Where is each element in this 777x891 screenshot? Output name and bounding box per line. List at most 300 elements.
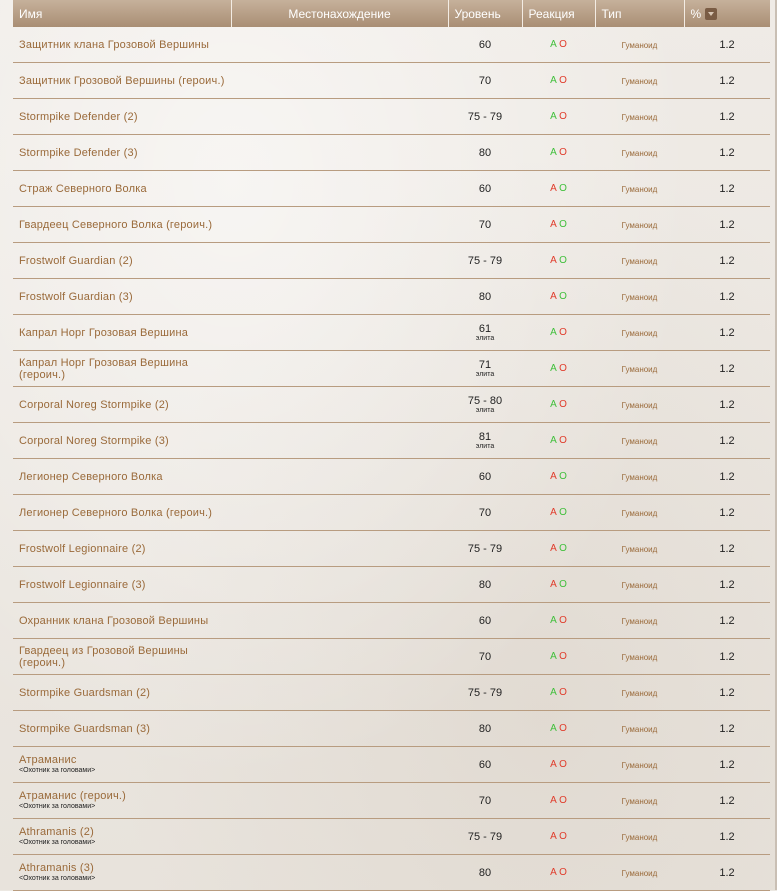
npc-type-link[interactable]: Гуманоид <box>621 724 658 734</box>
level-cell <box>448 171 522 207</box>
horde-reaction: O <box>559 687 567 698</box>
level-value: 70 <box>478 650 492 663</box>
location-cell <box>231 567 448 603</box>
npc-name-link[interactable]: Охранник клана Грозовой Вершины <box>19 614 209 627</box>
table-row[interactable] <box>13 531 770 567</box>
reaction-cell <box>522 783 595 819</box>
level-cell <box>448 747 522 783</box>
npc-type-link[interactable]: Гуманоид <box>621 472 658 482</box>
reaction-cell <box>522 495 595 531</box>
npc-type-link[interactable]: Гуманоид <box>621 688 658 698</box>
npc-subtitle: <Охотник за головами> <box>19 767 96 774</box>
reaction-cell <box>522 207 595 243</box>
location-cell <box>231 675 448 711</box>
level-cell <box>448 99 522 135</box>
name-cell <box>13 495 231 531</box>
name-cell <box>13 747 231 783</box>
table-row[interactable] <box>13 711 770 747</box>
table-row[interactable] <box>13 819 770 855</box>
type-cell <box>595 243 684 279</box>
percent-cell: 1.2 <box>684 387 770 423</box>
reaction-cell <box>522 567 595 603</box>
level-cell <box>448 819 522 855</box>
alliance-reaction: A <box>550 651 557 662</box>
location-cell <box>231 819 448 855</box>
horde-reaction: O <box>559 723 567 734</box>
location-cell <box>231 531 448 567</box>
alliance-reaction: A <box>550 831 557 842</box>
alliance-reaction: A <box>550 507 557 518</box>
alliance-reaction: A <box>550 543 557 554</box>
npc-type-link[interactable]: Гуманоид <box>621 580 658 590</box>
name-cell <box>13 279 231 315</box>
level-value: 60 <box>478 758 492 771</box>
npc-type-link[interactable]: Гуманоид <box>621 220 658 230</box>
npc-type-link[interactable]: Гуманоид <box>621 508 658 518</box>
location-cell <box>231 783 448 819</box>
level-value: 80 <box>478 722 492 735</box>
table-row[interactable] <box>13 315 770 351</box>
location-cell <box>231 459 448 495</box>
horde-reaction: O <box>559 219 567 230</box>
level-value: 75 - 79 <box>467 830 503 843</box>
percent-cell: 1.2 <box>684 99 770 135</box>
reaction-cell <box>522 135 595 171</box>
percent-cell: 1.2 <box>684 675 770 711</box>
level-cell <box>448 783 522 819</box>
npc-name-link[interactable]: Гвардеец Северного Волка (героич.) <box>19 218 213 231</box>
percent-cell: 1.2 <box>684 459 770 495</box>
percent-cell: 1.2 <box>684 531 770 567</box>
npc-subtitle: <Охотник за головами> <box>19 803 96 810</box>
level-value: 81 <box>478 430 492 443</box>
percent-cell: 1.2 <box>684 783 770 819</box>
level-cell <box>448 315 522 351</box>
level-value: 80 <box>478 866 492 879</box>
name-cell <box>13 603 231 639</box>
location-cell <box>231 747 448 783</box>
name-cell <box>13 819 231 855</box>
npc-type-link[interactable]: Гуманоид <box>621 40 658 50</box>
table-row[interactable] <box>13 135 770 171</box>
column-header-type[interactable]: Тип <box>595 0 684 27</box>
table-row[interactable] <box>13 495 770 531</box>
reaction-cell <box>522 279 595 315</box>
horde-reaction: O <box>559 291 567 302</box>
reaction-cell <box>522 603 595 639</box>
table-row[interactable] <box>13 459 770 495</box>
horde-reaction: O <box>559 255 567 266</box>
type-cell <box>595 459 684 495</box>
level-value: 60 <box>478 38 492 51</box>
type-cell <box>595 351 684 387</box>
level-value: 75 - 79 <box>467 254 503 267</box>
table-row[interactable] <box>13 99 770 135</box>
npc-type-link[interactable]: Гуманоид <box>621 256 658 266</box>
level-cell <box>448 135 522 171</box>
reaction-cell <box>522 27 595 63</box>
type-cell <box>595 27 684 63</box>
horde-reaction: O <box>559 111 567 122</box>
reaction-cell <box>522 171 595 207</box>
reaction-cell <box>522 423 595 459</box>
location-cell <box>231 99 448 135</box>
elite-label: элита <box>475 334 495 342</box>
type-cell <box>595 279 684 315</box>
type-cell <box>595 567 684 603</box>
table-row[interactable] <box>13 855 770 891</box>
name-cell <box>13 135 231 171</box>
type-cell <box>595 639 684 675</box>
reaction-cell <box>522 315 595 351</box>
percent-cell: 1.2 <box>684 243 770 279</box>
level-value: 71 <box>478 358 492 371</box>
location-cell <box>231 135 448 171</box>
elite-label: элита <box>475 442 495 450</box>
alliance-reaction: A <box>550 39 557 50</box>
npc-name-link[interactable]: Атраманис (героич.) <box>19 790 127 802</box>
column-header-reaction[interactable]: Реакция <box>522 0 595 27</box>
location-cell <box>231 243 448 279</box>
npc-type-link[interactable]: Гуманоид <box>621 148 658 158</box>
npc-name-link[interactable]: Frostwolf Guardian (2) <box>19 254 133 267</box>
type-cell <box>595 315 684 351</box>
level-value: 60 <box>478 614 492 627</box>
npc-type-link[interactable]: Гуманоид <box>621 616 658 626</box>
horde-reaction: O <box>559 507 567 518</box>
percent-cell: 1.2 <box>684 423 770 459</box>
name-cell <box>13 567 231 603</box>
location-cell <box>231 207 448 243</box>
npc-name-link[interactable]: Гвардеец из Грозовой Вершины (героич.) <box>19 644 188 669</box>
horde-reaction: O <box>559 39 567 50</box>
npc-name-link[interactable]: Stormpike Guardsman (3) <box>19 722 151 735</box>
level-cell <box>448 63 522 99</box>
alliance-reaction: A <box>550 471 557 482</box>
table-row[interactable] <box>13 243 770 279</box>
name-cell <box>13 423 231 459</box>
alliance-reaction: A <box>550 759 557 770</box>
horde-reaction: O <box>559 543 567 554</box>
level-value: 70 <box>478 218 492 231</box>
npc-name-link[interactable]: Легионер Северного Волка (героич.) <box>19 506 213 519</box>
type-cell <box>595 171 684 207</box>
npc-subtitle: <Охотник за головами> <box>19 875 96 882</box>
horde-reaction: O <box>559 435 567 446</box>
alliance-reaction: A <box>550 579 557 590</box>
horde-reaction: O <box>559 759 567 770</box>
alliance-reaction: A <box>550 291 557 302</box>
name-cell <box>13 855 231 891</box>
level-value: 80 <box>478 290 492 303</box>
alliance-reaction: A <box>550 147 557 158</box>
level-cell <box>448 603 522 639</box>
npc-subtitle: <Охотник за головами> <box>19 839 96 846</box>
percent-cell: 1.2 <box>684 819 770 855</box>
type-cell <box>595 675 684 711</box>
name-cell <box>13 27 231 63</box>
level-cell <box>448 639 522 675</box>
alliance-reaction: A <box>550 219 557 230</box>
reaction-cell <box>522 855 595 891</box>
percent-cell: 1.2 <box>684 855 770 891</box>
level-value: 61 <box>478 322 492 335</box>
location-cell <box>231 495 448 531</box>
level-cell <box>448 27 522 63</box>
type-cell <box>595 207 684 243</box>
type-cell <box>595 711 684 747</box>
location-cell <box>231 711 448 747</box>
name-cell <box>13 639 231 675</box>
level-cell <box>448 207 522 243</box>
percent-cell: 1.2 <box>684 603 770 639</box>
reaction-cell <box>522 819 595 855</box>
npc-name-link[interactable]: Corporal Noreg Stormpike (2) <box>19 398 169 411</box>
name-cell <box>13 711 231 747</box>
alliance-reaction: A <box>550 687 557 698</box>
level-value: 70 <box>478 794 492 807</box>
table-row[interactable] <box>13 639 770 675</box>
reaction-cell <box>522 639 595 675</box>
npc-type-link[interactable]: Гуманоид <box>621 364 658 374</box>
table-row[interactable] <box>13 171 770 207</box>
npc-name-link[interactable]: Капрал Норг Грозовая Вершина (героич.) <box>19 356 189 381</box>
alliance-reaction: A <box>550 111 557 122</box>
type-cell <box>595 99 684 135</box>
table-row[interactable] <box>13 387 770 423</box>
npc-type-link[interactable]: Гуманоид <box>621 652 658 662</box>
level-cell <box>448 459 522 495</box>
horde-reaction: O <box>559 615 567 626</box>
level-value: 75 - 80 <box>467 394 503 407</box>
npc-type-link[interactable]: Гуманоид <box>621 544 658 554</box>
type-cell <box>595 387 684 423</box>
alliance-reaction: A <box>550 75 557 86</box>
reaction-cell <box>522 675 595 711</box>
location-cell <box>231 603 448 639</box>
alliance-reaction: A <box>550 615 557 626</box>
npc-type-link[interactable]: Гуманоид <box>621 184 658 194</box>
location-cell <box>231 279 448 315</box>
horde-reaction: O <box>559 579 567 590</box>
table-row[interactable] <box>13 747 770 783</box>
npc-type-link[interactable]: Гуманоид <box>621 832 658 842</box>
name-cell <box>13 387 231 423</box>
percent-cell: 1.2 <box>684 279 770 315</box>
alliance-reaction: A <box>550 363 557 374</box>
alliance-reaction: A <box>550 723 557 734</box>
level-cell <box>448 711 522 747</box>
name-cell <box>13 531 231 567</box>
type-cell <box>595 747 684 783</box>
npc-type-link[interactable]: Гуманоид <box>621 292 658 302</box>
npc-type-link[interactable]: Гуманоид <box>621 400 658 410</box>
npc-name-link[interactable]: Страж Северного Волка <box>19 182 147 195</box>
elite-label: элита <box>475 406 495 414</box>
alliance-reaction: A <box>550 795 557 806</box>
reaction-cell <box>522 531 595 567</box>
name-cell <box>13 171 231 207</box>
column-header-location[interactable]: Местонахождение <box>231 0 448 27</box>
npc-name-link[interactable]: Защитник клана Грозовой Вершины <box>19 38 210 51</box>
level-value: 80 <box>478 578 492 591</box>
npc-name-link[interactable]: Капрал Норг Грозовая Вершина <box>19 326 189 339</box>
sort-descending-icon[interactable] <box>705 8 717 20</box>
npc-type-link[interactable]: Гуманоид <box>621 760 658 770</box>
horde-reaction: O <box>559 651 567 662</box>
percent-cell: 1.2 <box>684 351 770 387</box>
table-row[interactable] <box>13 279 770 315</box>
npc-name-link[interactable]: Stormpike Guardsman (2) <box>19 686 151 699</box>
location-cell <box>231 63 448 99</box>
location-cell <box>231 27 448 63</box>
percent-cell: 1.2 <box>684 747 770 783</box>
alliance-reaction: A <box>550 183 557 194</box>
table-row[interactable] <box>13 27 770 63</box>
horde-reaction: O <box>559 471 567 482</box>
type-cell <box>595 135 684 171</box>
type-cell <box>595 531 684 567</box>
level-value: 75 - 79 <box>467 110 503 123</box>
alliance-reaction: A <box>550 255 557 266</box>
percent-cell: 1.2 <box>684 171 770 207</box>
reaction-cell <box>522 351 595 387</box>
level-cell <box>448 351 522 387</box>
percent-cell: 1.2 <box>684 567 770 603</box>
horde-reaction: O <box>559 147 567 158</box>
location-cell <box>231 855 448 891</box>
reaction-cell <box>522 459 595 495</box>
percent-cell: 1.2 <box>684 27 770 63</box>
type-cell <box>595 819 684 855</box>
table-row[interactable] <box>13 207 770 243</box>
percent-cell: 1.2 <box>684 495 770 531</box>
alliance-reaction: A <box>550 867 557 878</box>
horde-reaction: O <box>559 75 567 86</box>
npc-name-link[interactable]: Stormpike Defender (3) <box>19 146 138 159</box>
npc-type-link[interactable]: Гуманоид <box>621 112 658 122</box>
reaction-cell <box>522 99 595 135</box>
name-cell <box>13 351 231 387</box>
level-cell <box>448 387 522 423</box>
percent-cell: 1.2 <box>684 63 770 99</box>
location-cell <box>231 423 448 459</box>
npc-name-link[interactable]: Frostwolf Guardian (3) <box>19 290 133 303</box>
type-cell <box>595 423 684 459</box>
location-cell <box>231 315 448 351</box>
level-value: 60 <box>478 470 492 483</box>
level-cell <box>448 495 522 531</box>
horde-reaction: O <box>559 183 567 194</box>
npc-name-link[interactable]: Frostwolf Legionnaire (3) <box>19 578 146 591</box>
level-value: 75 - 79 <box>467 542 503 555</box>
npc-name-link[interactable]: Athramanis (2) <box>19 826 94 838</box>
table-row[interactable] <box>13 567 770 603</box>
table-row[interactable] <box>13 603 770 639</box>
name-cell <box>13 459 231 495</box>
name-cell <box>13 315 231 351</box>
name-cell <box>13 99 231 135</box>
level-cell <box>448 531 522 567</box>
alliance-reaction: A <box>550 399 557 410</box>
type-cell <box>595 603 684 639</box>
npc-name-link[interactable]: Защитник Грозовой Вершины (героич.) <box>19 74 225 87</box>
percent-cell: 1.2 <box>684 315 770 351</box>
column-header-level[interactable]: Уровень <box>448 0 522 27</box>
type-cell <box>595 855 684 891</box>
horde-reaction: O <box>559 399 567 410</box>
name-cell <box>13 675 231 711</box>
npc-name-link[interactable]: Легионер Северного Волка <box>19 470 163 483</box>
reaction-cell <box>522 747 595 783</box>
location-cell <box>231 351 448 387</box>
level-cell <box>448 243 522 279</box>
column-header-percent[interactable]: % <box>684 0 770 27</box>
table-row[interactable] <box>13 423 770 459</box>
type-cell <box>595 783 684 819</box>
percent-cell: 1.2 <box>684 207 770 243</box>
npc-type-link[interactable]: Гуманоид <box>621 328 658 338</box>
level-value: 75 - 79 <box>467 686 503 699</box>
npc-name-link[interactable]: Атраманис <box>19 754 77 766</box>
location-cell <box>231 171 448 207</box>
name-cell <box>13 783 231 819</box>
level-cell <box>448 279 522 315</box>
npc-type-link[interactable]: Гуманоид <box>621 796 658 806</box>
name-cell <box>13 63 231 99</box>
percent-cell: 1.2 <box>684 639 770 675</box>
npc-name-link[interactable]: Stormpike Defender (2) <box>19 110 138 123</box>
elite-label: элита <box>475 370 495 378</box>
table-row[interactable] <box>13 63 770 99</box>
location-cell <box>231 387 448 423</box>
horde-reaction: O <box>559 867 567 878</box>
reaction-cell <box>522 711 595 747</box>
level-cell <box>448 855 522 891</box>
name-cell <box>13 207 231 243</box>
alliance-reaction: A <box>550 435 557 446</box>
reaction-cell <box>522 63 595 99</box>
column-header-name[interactable]: Имя <box>13 0 231 27</box>
alliance-reaction: A <box>550 327 557 338</box>
npc-type-link[interactable]: Гуманоид <box>621 76 658 86</box>
npc-type-link[interactable]: Гуманоид <box>621 868 658 878</box>
horde-reaction: O <box>559 795 567 806</box>
location-cell <box>231 639 448 675</box>
npc-name-link[interactable]: Athramanis (3) <box>19 862 94 874</box>
level-value: 70 <box>478 506 492 519</box>
horde-reaction: O <box>559 327 567 338</box>
level-cell <box>448 423 522 459</box>
level-cell <box>448 567 522 603</box>
percent-cell: 1.2 <box>684 711 770 747</box>
npc-table <box>13 0 770 891</box>
npc-name-link[interactable]: Corporal Noreg Stormpike (3) <box>19 434 169 447</box>
table-body <box>13 27 770 891</box>
level-value: 80 <box>478 146 492 159</box>
table-row[interactable] <box>13 351 770 387</box>
level-cell <box>448 675 522 711</box>
name-cell <box>13 243 231 279</box>
table-row[interactable] <box>13 675 770 711</box>
table-row[interactable] <box>13 783 770 819</box>
horde-reaction: O <box>559 831 567 842</box>
npc-type-link[interactable]: Гуманоид <box>621 436 658 446</box>
type-cell <box>595 63 684 99</box>
horde-reaction: O <box>559 363 567 374</box>
table-header <box>13 0 770 27</box>
npc-name-link[interactable]: Frostwolf Legionnaire (2) <box>19 542 146 555</box>
